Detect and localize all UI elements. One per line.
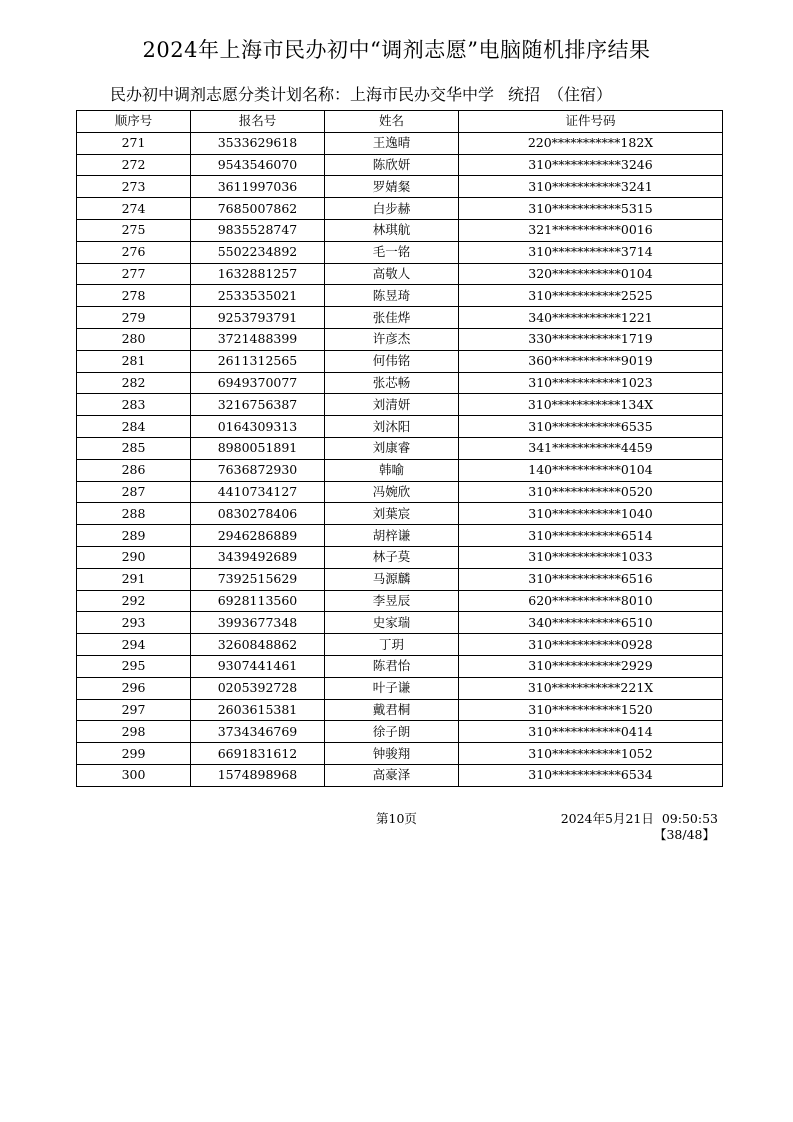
cell-order: 298	[77, 721, 191, 743]
cell-order: 279	[77, 307, 191, 329]
cell-id-number: 310***********6514	[459, 525, 723, 547]
cell-name: 何伟铭	[325, 350, 459, 372]
cell-id-number: 310***********1023	[459, 372, 723, 394]
cell-order: 272	[77, 154, 191, 176]
cell-name: 刘清妍	[325, 394, 459, 416]
cell-registration: 3216756387	[191, 394, 325, 416]
cell-name: 陈欣妍	[325, 154, 459, 176]
cell-id-number: 310***********134X	[459, 394, 723, 416]
cell-registration: 2603615381	[191, 699, 325, 721]
cell-id-number: 310***********6516	[459, 568, 723, 590]
cell-order: 292	[77, 590, 191, 612]
cell-name: 刘葉宸	[325, 503, 459, 525]
table-row	[77, 328, 723, 350]
cell-id-number: 330***********1719	[459, 328, 723, 350]
cell-registration: 1632881257	[191, 263, 325, 285]
cell-id-number: 310***********221X	[459, 677, 723, 699]
table-row	[77, 416, 723, 438]
cell-order: 285	[77, 437, 191, 459]
cell-id-number: 310***********1033	[459, 546, 723, 568]
cell-order: 291	[77, 568, 191, 590]
table-row	[77, 546, 723, 568]
header-id-number: 证件号码	[459, 111, 723, 133]
cell-name: 韩喻	[325, 459, 459, 481]
cell-registration: 9835528747	[191, 219, 325, 241]
cell-registration: 2611312565	[191, 350, 325, 372]
table-row	[77, 503, 723, 525]
table-row	[77, 525, 723, 547]
cell-name: 罗婧粲	[325, 176, 459, 198]
table-row	[77, 350, 723, 372]
results-table	[76, 110, 723, 787]
cell-order: 283	[77, 394, 191, 416]
cell-order: 273	[77, 176, 191, 198]
cell-registration: 0830278406	[191, 503, 325, 525]
table-row	[77, 198, 723, 220]
header-order: 顺序号	[77, 111, 191, 133]
cell-order: 289	[77, 525, 191, 547]
table-row	[77, 372, 723, 394]
cell-registration: 5502234892	[191, 241, 325, 263]
cell-name: 高敬人	[325, 263, 459, 285]
cell-registration: 9307441461	[191, 655, 325, 677]
cell-name: 马源麟	[325, 568, 459, 590]
cell-order: 280	[77, 328, 191, 350]
cell-order: 290	[77, 546, 191, 568]
cell-id-number: 310***********3714	[459, 241, 723, 263]
table-row	[77, 132, 723, 154]
table-row	[77, 743, 723, 765]
cell-id-number: 310***********6535	[459, 416, 723, 438]
cell-name: 毛一铭	[325, 241, 459, 263]
cell-order: 274	[77, 198, 191, 220]
cell-registration: 3260848862	[191, 634, 325, 656]
cell-id-number: 320***********0104	[459, 263, 723, 285]
cell-registration: 6928113560	[191, 590, 325, 612]
cell-id-number: 310***********1040	[459, 503, 723, 525]
cell-registration: 6949370077	[191, 372, 325, 394]
cell-name: 戴君桐	[325, 699, 459, 721]
table-row	[77, 285, 723, 307]
cell-order: 297	[77, 699, 191, 721]
cell-order: 300	[77, 764, 191, 786]
table-row	[77, 241, 723, 263]
cell-order: 299	[77, 743, 191, 765]
cell-id-number: 321***********0016	[459, 219, 723, 241]
cell-registration: 3439492689	[191, 546, 325, 568]
cell-name: 叶子谦	[325, 677, 459, 699]
table-row	[77, 634, 723, 656]
cell-id-number: 220***********182X	[459, 132, 723, 154]
table-row	[77, 394, 723, 416]
cell-name: 刘康睿	[325, 437, 459, 459]
cell-registration: 2946286889	[191, 525, 325, 547]
table-row	[77, 176, 723, 198]
cell-registration: 0164309313	[191, 416, 325, 438]
cell-name: 陈君怡	[325, 655, 459, 677]
cell-registration: 3533629618	[191, 132, 325, 154]
cell-order: 294	[77, 634, 191, 656]
cell-name: 史家瑞	[325, 612, 459, 634]
cell-registration: 4410734127	[191, 481, 325, 503]
table-row	[77, 437, 723, 459]
cell-order: 271	[77, 132, 191, 154]
cell-order: 287	[77, 481, 191, 503]
cell-name: 丁玥	[325, 634, 459, 656]
cell-id-number: 340***********1221	[459, 307, 723, 329]
cell-registration: 2533535021	[191, 285, 325, 307]
cell-name: 林子莫	[325, 546, 459, 568]
cell-registration: 9543546070	[191, 154, 325, 176]
plan-name-label: 民办初中调剂志愿分类计划名称：上海市民办交华中学	[110, 85, 495, 104]
plan-category: 统招 （住宿）	[508, 85, 613, 104]
table-row	[77, 590, 723, 612]
cell-registration: 7685007862	[191, 198, 325, 220]
table-row	[77, 764, 723, 786]
table-row	[77, 459, 723, 481]
cell-order: 276	[77, 241, 191, 263]
cell-id-number: 620***********8010	[459, 590, 723, 612]
cell-id-number: 310***********2525	[459, 285, 723, 307]
header-registration: 报名号	[191, 111, 325, 133]
cell-name: 王逸晴	[325, 132, 459, 154]
header-name: 姓名	[325, 111, 459, 133]
cell-name: 胡梓谦	[325, 525, 459, 547]
table-row	[77, 699, 723, 721]
cell-name: 高豪泽	[325, 764, 459, 786]
cell-id-number: 310***********0414	[459, 721, 723, 743]
table-row	[77, 721, 723, 743]
cell-registration: 7636872930	[191, 459, 325, 481]
cell-registration: 3734346769	[191, 721, 325, 743]
cell-id-number: 360***********9019	[459, 350, 723, 372]
cell-order: 288	[77, 503, 191, 525]
table-row	[77, 219, 723, 241]
cell-registration: 0205392728	[191, 677, 325, 699]
page-title: 2024年上海市民办初中“调剂志愿”电脑随机排序结果	[142, 38, 651, 62]
cell-registration: 3993677348	[191, 612, 325, 634]
cell-order: 284	[77, 416, 191, 438]
cell-name: 张芯畅	[325, 372, 459, 394]
cell-id-number: 310***********0928	[459, 634, 723, 656]
cell-name: 林琪航	[325, 219, 459, 241]
cell-id-number: 310***********5315	[459, 198, 723, 220]
table-header-row	[77, 111, 723, 133]
table-row	[77, 677, 723, 699]
cell-name: 白步赫	[325, 198, 459, 220]
cell-name: 冯婉欣	[325, 481, 459, 503]
cell-id-number: 310***********2929	[459, 655, 723, 677]
table-row	[77, 655, 723, 677]
table-row	[77, 568, 723, 590]
table-row	[77, 612, 723, 634]
cell-name: 张佳烨	[325, 307, 459, 329]
cell-id-number: 310***********1520	[459, 699, 723, 721]
cell-order: 286	[77, 459, 191, 481]
cell-registration: 1574898968	[191, 764, 325, 786]
cell-id-number: 310***********3246	[459, 154, 723, 176]
cell-name: 钟骏翔	[325, 743, 459, 765]
cell-name: 李昱辰	[325, 590, 459, 612]
cell-registration: 8980051891	[191, 437, 325, 459]
cell-order: 295	[77, 655, 191, 677]
cell-id-number: 310***********0520	[459, 481, 723, 503]
cell-order: 282	[77, 372, 191, 394]
cell-id-number: 310***********6534	[459, 764, 723, 786]
cell-id-number: 310***********1052	[459, 743, 723, 765]
cell-id-number: 140***********0104	[459, 459, 723, 481]
cell-name: 许彦杰	[325, 328, 459, 350]
cell-order: 296	[77, 677, 191, 699]
cell-registration: 9253793791	[191, 307, 325, 329]
cell-order: 281	[77, 350, 191, 372]
plan-name	[110, 82, 612, 105]
cell-registration: 7392515629	[191, 568, 325, 590]
cell-registration: 6691831612	[191, 743, 325, 765]
cell-id-number: 340***********6510	[459, 612, 723, 634]
timestamp-date: 2024年5月21日	[560, 811, 654, 826]
table-row	[77, 481, 723, 503]
cell-order: 277	[77, 263, 191, 285]
cell-id-number: 310***********3241	[459, 176, 723, 198]
cell-name: 徐子朗	[325, 721, 459, 743]
cell-name: 刘沐阳	[325, 416, 459, 438]
document-page-count: 【38/48】	[653, 827, 715, 842]
cell-id-number: 341***********4459	[459, 437, 723, 459]
timestamp-time: 09:50:53	[661, 811, 718, 826]
page-number: 第10页	[376, 811, 417, 826]
table-row	[77, 307, 723, 329]
table-row	[77, 154, 723, 176]
cell-order: 278	[77, 285, 191, 307]
cell-order: 293	[77, 612, 191, 634]
cell-registration: 3721488399	[191, 328, 325, 350]
cell-name: 陈昱琦	[325, 285, 459, 307]
cell-order: 275	[77, 219, 191, 241]
table-row	[77, 263, 723, 285]
cell-registration: 3611997036	[191, 176, 325, 198]
